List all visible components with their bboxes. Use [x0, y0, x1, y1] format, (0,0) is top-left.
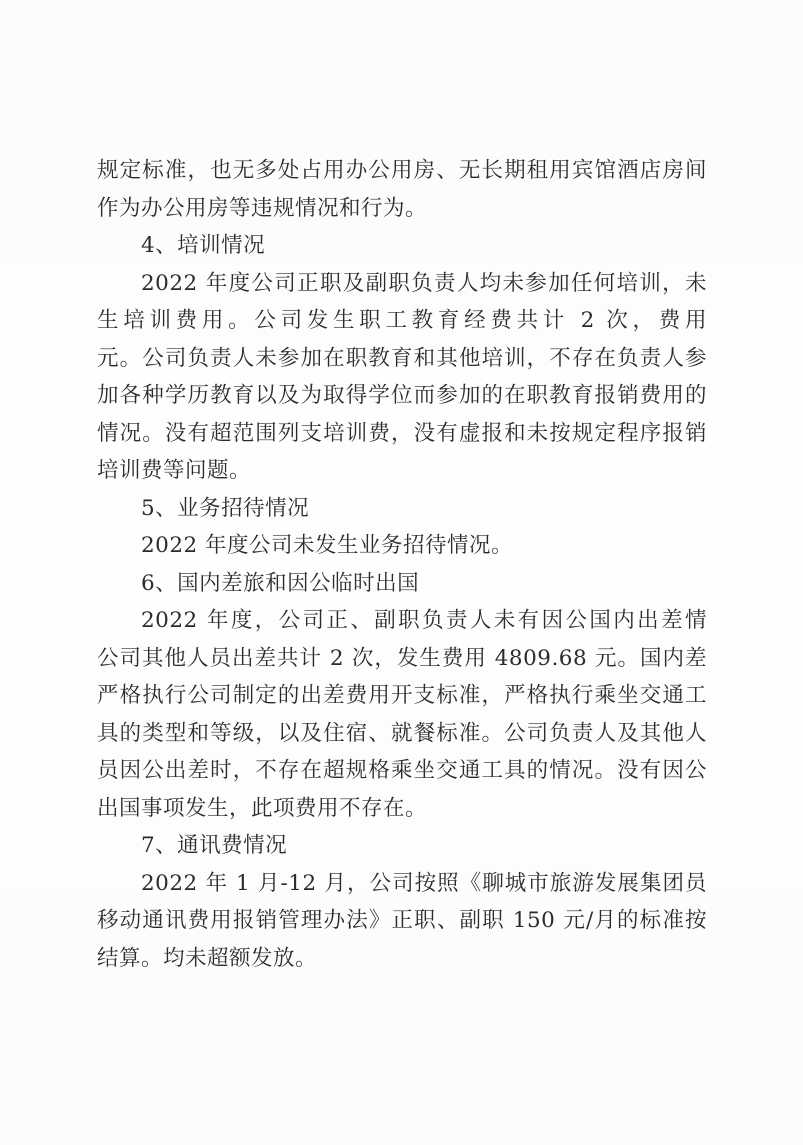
body-text-line: 2022 年 1 月-12 月，公司按照《聊城市旅游发展集团员 [141, 870, 707, 896]
body-text-line: 移动通讯费用报销管理办法》正职、副职 150 元/月的标准按 [97, 908, 707, 933]
body-text-line: 加各种学历教育以及为取得学位而参加的在职教育报销费用的 [97, 383, 707, 408]
body-text-line: 严格执行公司制定的出差费用开支标准，严格执行乘坐交通工 [97, 683, 707, 708]
body-text-line: 2022 年度，公司正、副职负责人未有因公国内出差情 [141, 608, 707, 633]
body-text-line: 规定标准，也无多处占用办公用房、无长期租用宾馆酒店房间 [97, 158, 707, 183]
section-heading-business-entertainment: 5、业务招待情况 [141, 495, 310, 521]
section-heading-communication: 7、通讯费情况 [141, 833, 288, 858]
section-heading-travel: 6、国内差旅和因公临时出国 [141, 570, 420, 596]
body-text-line: 员因公出差时，不存在超规格乘坐交通工具的情况。没有因公 [97, 758, 707, 783]
body-text-line: 2022 年度公司正职及副职负责人均未参加任何培训，未 [141, 270, 707, 296]
body-text-line: 生培训费用。公司发生职工教育经费共计 2 次，费用 [97, 308, 707, 333]
body-text-line: 作为办公用房等违规情况和行为。 [97, 195, 428, 221]
body-text-line: 2022 年度公司未发生业务招待情况。 [141, 533, 514, 558]
body-text-line: 培训费等问题。 [97, 458, 252, 483]
body-text-line: 结算。均未超额发放。 [97, 945, 318, 971]
body-text-line: 情况。没有超范围列支培训费，没有虚报和未按规定程序报销 [97, 420, 707, 446]
body-text-line: 出国事项发生，此项费用不存在。 [97, 795, 428, 821]
body-text-line: 公司其他人员出差共计 2 次，发生费用 4809.68 元。国内差 [97, 645, 707, 671]
body-text-line: 具的类型和等级，以及住宿、就餐标准。公司负责人及其他人 [97, 720, 707, 746]
body-text-line: 元。公司负责人未参加在职教育和其他培训，不存在负责人参 [97, 345, 707, 371]
section-heading-training: 4、培训情况 [141, 233, 266, 258]
document-body [97, 152, 707, 977]
